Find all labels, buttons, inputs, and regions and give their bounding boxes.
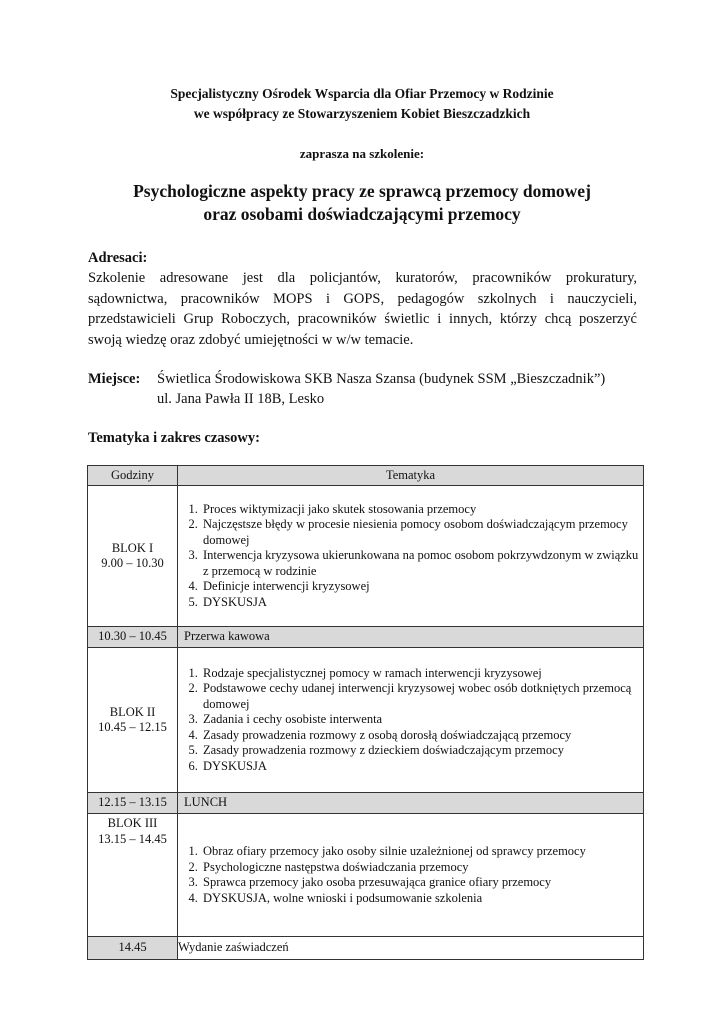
blok3-row — [88, 814, 644, 937]
break1-row — [88, 627, 644, 648]
blok2-time-cell — [88, 648, 178, 793]
blok3-topics — [178, 814, 644, 937]
break1-label: Przerwa kawowa — [178, 627, 644, 648]
header-godziny: Godziny — [88, 466, 178, 486]
training-title-line-1: Psychologiczne aspekty pracy ze sprawcą przemocy domowej — [133, 181, 591, 201]
list-item: 4. Zasady prowadzenia rozmowy z osobą dorosłą doświadczającą przemocy — [201, 728, 643, 744]
tematyka-heading: Tematyka i zakres czasowy: — [88, 430, 260, 446]
miejsce-address: ul. Jana Pawła II 18B, Lesko — [157, 391, 325, 407]
list-item: 6. DYSKUSJA — [201, 759, 643, 775]
training-title-line-2: oraz osobami doświadczającymi przemocy — [203, 204, 521, 224]
final-time: 14.45 — [88, 937, 178, 960]
miejsce-label: Miejsce: — [88, 371, 141, 387]
blok3-time-cell — [88, 814, 178, 937]
blok1-time-cell — [88, 486, 178, 627]
blok1-time: 9.00 – 10.30 — [101, 556, 164, 570]
blok3-name: BLOK III — [107, 816, 158, 830]
invitation-text: zaprasza na szkolenie: — [299, 146, 425, 161]
blok1-list — [178, 502, 643, 611]
blok2-row — [88, 648, 644, 793]
organizer-line-2: we współpracy ze Stowarzyszeniem Kobiet Bieszczadzkich — [193, 106, 531, 121]
list-item: 1. Rodzaje specjalistycznej pomocy w ramach interwencji kryzysowej — [201, 666, 643, 682]
blok2-list — [178, 666, 643, 775]
list-item: 2. Najczęstsze błędy w procesie niesienia pomocy osobom doświadczającym przemocy domowej — [201, 517, 643, 548]
break1-time: 10.30 – 10.45 — [88, 627, 178, 648]
list-item: 1. Obraz ofiary przemocy jako osoby silnie uzależnionej od sprawcy przemocy — [201, 844, 643, 860]
blok1-name: BLOK I — [111, 540, 154, 555]
list-item: 5. DYSKUSJA — [201, 595, 643, 611]
break2-row — [88, 793, 644, 814]
blok2-topics — [178, 648, 644, 793]
list-item: 3. Sprawca przemocy jako osoba przesuwająca granice ofiary przemocy — [201, 875, 643, 891]
list-item: 1. Proces wiktymizacji jako skutek stosowania przemocy — [201, 502, 643, 518]
list-item: 2. Podstawowe cechy udanej interwencji kryzysowej wobec osób dotkniętych przemocą domowej — [201, 681, 643, 712]
list-item: 4. DYSKUSJA, wolne wnioski i podsumowanie szkolenia — [201, 891, 643, 907]
adresaci-paragraph: Szkolenie adresowane jest dla policjantów, kuratorów, pracowników prokuratury, sądownictwa, pracowników MOPS i GOPS, pedagogów szkolnych i nauczycieli, przedstawicieli Grup Roboczych, pracowników świetlic i innych, którzy chcą poszerzyć swoją wiedzę oraz zdobyć umiejętności w w/w temacie. — [88, 270, 637, 348]
list-item: 2. Psychologiczne następstwa doświadczania przemocy — [201, 860, 643, 876]
schedule-table — [87, 465, 644, 960]
blok1-row — [88, 486, 644, 627]
break2-label: LUNCH — [178, 793, 644, 814]
adresaci-heading: Adresaci: — [88, 250, 148, 266]
blok2-time: 10.45 – 12.15 — [98, 720, 167, 734]
blok3-list — [178, 844, 643, 906]
break2-time: 12.15 – 13.15 — [88, 793, 178, 814]
final-label: Wydanie zaświadczeń — [178, 937, 644, 960]
miejsce-venue: Świetlica Środowiskowa SKB Nasza Szansa (budynek SSM „Bieszczadnik”) — [157, 371, 606, 387]
list-item: 3. Interwencja kryzysowa ukierunkowana na pomoc osobom pokrzywdzonym w związku z przemocą w rodzinie — [201, 548, 643, 579]
list-item: 4. Definicje interwencji kryzysowej — [201, 579, 643, 595]
blok2-name: BLOK II — [109, 704, 156, 719]
list-item: 3. Zadania i cechy osobiste interwenta — [201, 712, 643, 728]
final-row — [88, 937, 644, 960]
blok3-time: 13.15 – 14.45 — [98, 831, 167, 846]
header-tematyka: Tematyka — [178, 466, 644, 486]
list-item: 5. Zasady prowadzenia rozmowy z dzieckiem doświadczającym przemocy — [201, 743, 643, 759]
organizer-line-1: Specjalistyczny Ośrodek Wsparcia dla Ofiar Przemocy w Rodzinie — [170, 86, 554, 101]
blok1-topics — [178, 486, 644, 627]
schedule-header-row — [88, 466, 644, 486]
